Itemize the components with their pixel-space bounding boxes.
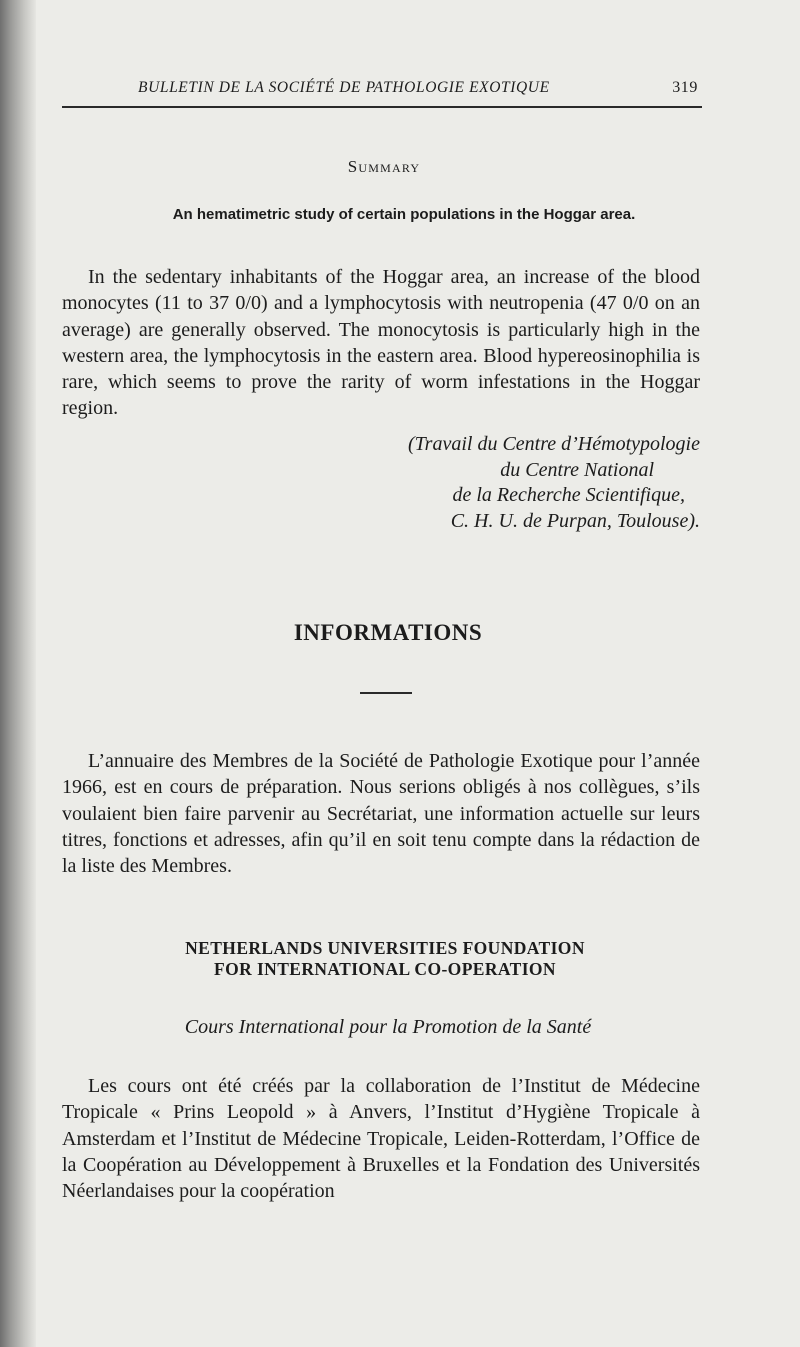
affiliation-line: (Travail du Centre d’Hémotypologie — [408, 433, 700, 455]
summary-subtitle: An hematimetric study of certain populations in the Hoggar area. — [172, 206, 636, 223]
affiliation-line: de la Recherche Scientifique, — [452, 484, 685, 506]
annuaire-paragraph: L’annuaire des Membres de la Société de Pathologie Exotique pour l’année 1966, est en cours de préparation. Nous serions obligés à nos collègues, s’ils voulaient bien faire parvenir au Secrétariat, une information actuelle sur leurs titres, fonctions et adresses, afin qu’il en soit tenu compte dans la rédaction de la liste des Membres. — [62, 750, 700, 878]
header-rule — [62, 106, 702, 108]
affiliation-line: C. H. U. de Purpan, Toulouse). — [450, 509, 700, 532]
informations-title: INFORMATIONS — [293, 620, 483, 645]
journal-title: BULLETIN DE LA SOCIÉTÉ DE PATHOLOGIE EXOTIQUE — [138, 79, 550, 96]
affiliation-line: du Centre National — [500, 458, 654, 481]
organization-heading-line: FOR INTERNATIONAL CO-OPERATION — [214, 959, 556, 979]
page-number: 319 — [672, 79, 698, 96]
affiliation-block — [300, 432, 700, 534]
course-title: Cours International pour la Promotion de la Santé — [184, 1016, 592, 1038]
organization-heading-line: NETHERLANDS UNIVERSITIES FOUNDATION — [185, 938, 585, 958]
cours-paragraph: Les cours ont été créés par la collaboration de l’Institut de Médecine Tropicale « Prins Leopold » à Anvers, l’Institut d’Hygiène Tropicale à Amsterdam et l’Institut de Médecine Tropicale, Leiden-Rotterdam, l’Office de la Coopération au Développement à Bruxelles et la Fondation des Universités Néerlandaises pour la coopération — [62, 1075, 700, 1203]
summary-paragraph: In the sedentary inhabitants of the Hoggar area, an increase of the blood monocytes (11 to 37 0/0) and a lymphocytosis with neutropenia (47 0/0 on an average) are generally observed. The monocytosis is particularly high in the western area, the lymphocytosis in the eastern area. Blood hypereosinophilia is rare, which seems to prove the rarity of worm infestations in the Hoggar region. — [62, 266, 700, 420]
summary-heading: Summary — [347, 157, 421, 176]
section-divider — [360, 692, 412, 694]
running-header — [62, 76, 702, 100]
organization-heading — [0, 938, 770, 980]
